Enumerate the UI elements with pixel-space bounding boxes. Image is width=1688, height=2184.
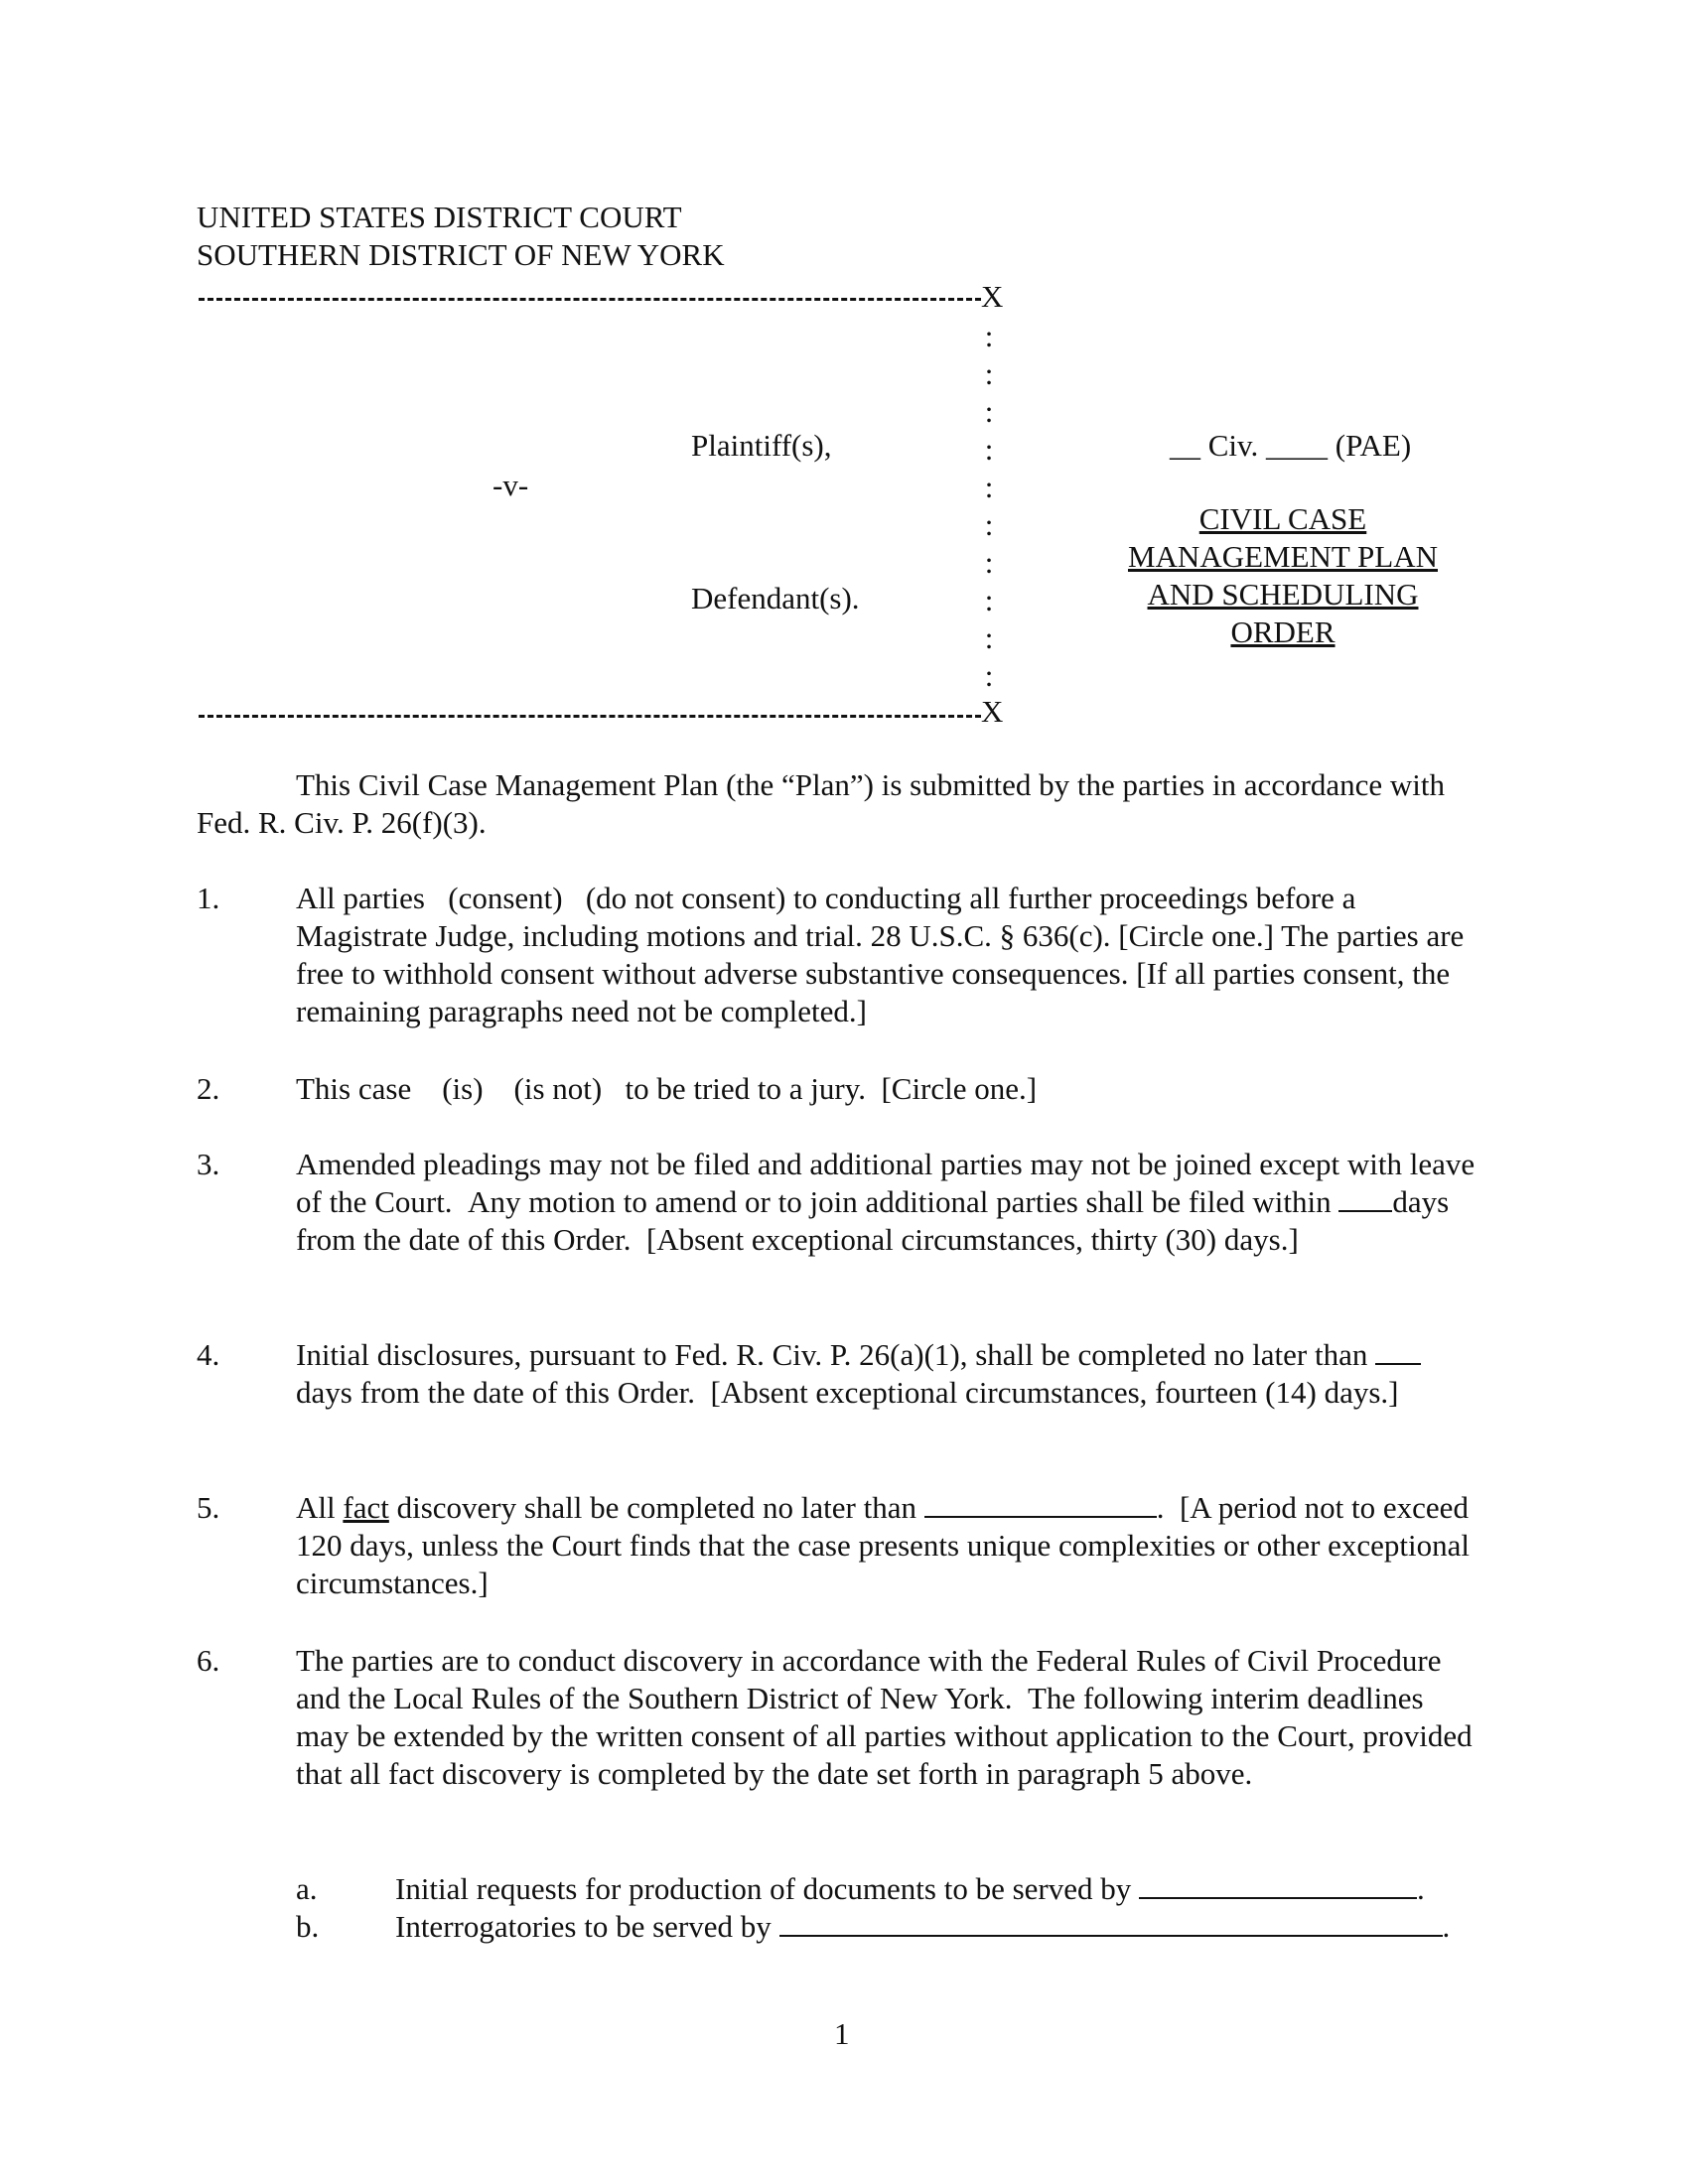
interrogatories-date-blank[interactable] — [779, 1911, 1443, 1937]
paragraph-5-fact-word: fact — [343, 1490, 389, 1525]
subitem-b — [395, 1908, 1450, 1945]
subitem-a-text: Initial requests for production of documents to be served by — [395, 1871, 1132, 1906]
subitem-b-label: b. — [296, 1909, 320, 1944]
paragraph-3-number: 3. — [197, 1147, 220, 1181]
caption-title-line-4: ORDER — [1230, 614, 1336, 649]
paragraph-3-text-b: days from the date of this Order. [Absent exceptional circumstances, thirty (30) days.] — [296, 1184, 1450, 1257]
caption-colon: : — [984, 356, 994, 391]
paragraph-2-number: 2. — [197, 1071, 220, 1106]
caption-bottom-rule — [199, 715, 981, 718]
caption-colon: : — [984, 545, 994, 580]
production-requests-date-blank[interactable] — [1139, 1873, 1417, 1899]
caption-title — [1104, 500, 1462, 651]
paragraph-5-text — [296, 1489, 1483, 1602]
case-number: __ Civ. ____ (PAE) — [1170, 428, 1412, 463]
caption-x-top: X — [981, 279, 1004, 314]
paragraph-6-number: 6. — [197, 1643, 220, 1678]
paragraph-4-days-blank[interactable] — [1375, 1339, 1421, 1365]
caption-colon: : — [984, 658, 994, 693]
caption-colon: : — [984, 394, 994, 429]
paragraph-5-number: 5. — [197, 1490, 220, 1525]
court-name: UNITED STATES DISTRICT COURT — [197, 200, 682, 234]
intro-paragraph: This Civil Case Management Plan (the “Plan”) is submitted by the parties in accordance with Fed. R. Civ. P. 26(f)(3). — [197, 767, 1446, 840]
paragraph-5-text-a: All — [296, 1490, 336, 1525]
subitem-a — [395, 1870, 1425, 1907]
paragraph-4-number: 4. — [197, 1337, 220, 1372]
caption-colon: : — [984, 432, 994, 467]
paragraph-1-text: All parties (consent) (do not consent) to conducting all further proceedings before a Magistrate Judge, including motions and trial. 28 U.S.C. § 636(c). [Circle one.] The parties are free to withhold consent without adverse substantive consequences. [If all parties consent, the remaining paragraphs need not be completed.] — [296, 881, 1465, 1028]
subitem-a-end: . — [1416, 1871, 1425, 1906]
paragraph-5-text-c: . [A period not to exceed 120 days, unless the Court finds that the case presents unique complexities or other exceptional circumstances.] — [296, 1490, 1471, 1600]
caption-colon: : — [984, 620, 994, 655]
paragraph-3-text — [296, 1146, 1483, 1259]
paragraph-5-text-b: discovery shall be completed no later than — [396, 1490, 916, 1525]
caption-title-line-1: CIVIL CASE — [1198, 501, 1367, 536]
versus-label: -v- — [492, 468, 529, 502]
caption-colon: : — [984, 319, 994, 353]
caption-title-line-3: AND SCHEDULING — [1147, 577, 1419, 612]
subitem-a-label: a. — [296, 1871, 318, 1906]
defendant-label: Defendant(s). — [691, 581, 860, 615]
caption-title-line-2: MANAGEMENT PLAN — [1127, 539, 1438, 574]
caption-colon: : — [984, 470, 994, 504]
paragraph-4-text — [296, 1336, 1483, 1412]
caption-top-rule — [199, 298, 981, 301]
paragraph-3-days-blank[interactable] — [1338, 1186, 1392, 1212]
paragraph-1-number: 1. — [197, 881, 220, 915]
paragraph-4-text-b: days from the date of this Order. [Absent exceptional circumstances, fourteen (14) days.] — [296, 1375, 1399, 1410]
subitem-b-text: Interrogatories to be served by — [395, 1909, 772, 1944]
caption-x-bottom: X — [981, 694, 1004, 729]
caption-colon: : — [984, 583, 994, 617]
paragraph-2-text: This case (is) (is not) to be tried to a jury. [Circle one.] — [296, 1071, 1038, 1106]
caption-colon: : — [984, 507, 994, 542]
paragraph-6-text: The parties are to conduct discovery in accordance with the Federal Rules of Civil Procedure and the Local Rules of the Southern District of New York. The following interim deadlines may be extended by the written consent of all parties without application to the Court, provided that all fact discovery is completed by the date set forth in paragraph 5 above. — [296, 1643, 1473, 1791]
court-district: SOUTHERN DISTRICT OF NEW YORK — [197, 237, 725, 272]
plaintiff-label: Plaintiff(s), — [691, 428, 832, 463]
paragraph-4-text-a: Initial disclosures, pursuant to Fed. R. Civ. P. 26(a)(1), shall be completed no later than — [296, 1337, 1368, 1372]
fact-discovery-date-blank[interactable] — [924, 1492, 1157, 1518]
page-number: 1 — [834, 2016, 850, 2051]
subitem-b-end: . — [1442, 1909, 1451, 1944]
paragraph-3-text-a: Amended pleadings may not be filed and additional parties may not be joined except with leave of the Court. Any motion to amend or to join additional parties shall be filed within — [296, 1147, 1476, 1219]
